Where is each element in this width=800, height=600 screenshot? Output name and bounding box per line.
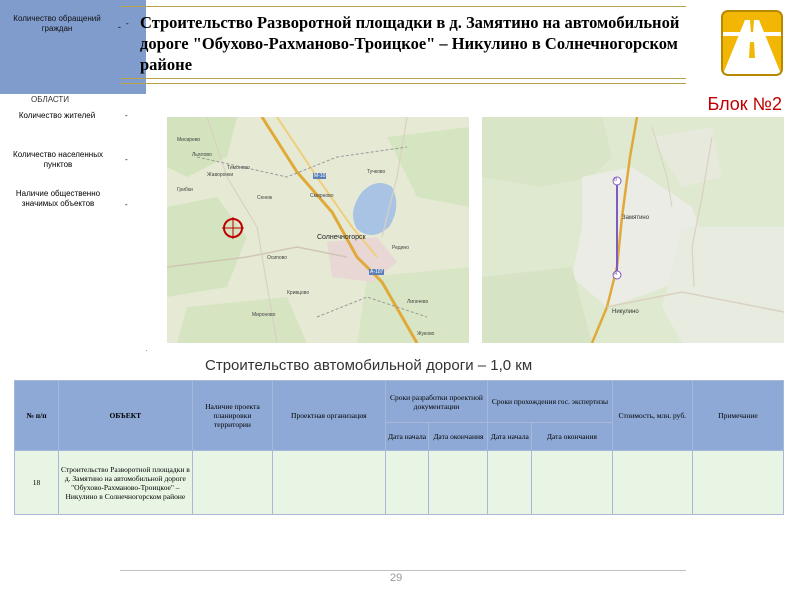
header-top-line bbox=[120, 6, 686, 7]
page-number: 29 bbox=[390, 572, 403, 584]
th-note: Примечание bbox=[692, 381, 783, 451]
cell-end-2 bbox=[532, 451, 612, 515]
map-left-label-6: Сенеж bbox=[257, 195, 273, 201]
map-left-label-3: Жаворонки bbox=[207, 172, 234, 178]
cell-start-2 bbox=[488, 451, 532, 515]
map-left-graphic bbox=[167, 117, 469, 343]
map-left-label-11: Осипово bbox=[267, 255, 288, 261]
cell-org bbox=[273, 451, 385, 515]
cell-end-1 bbox=[429, 451, 488, 515]
th-exp: Сроки прохождения гос. экспертизы bbox=[488, 381, 612, 423]
th-num: № п/п bbox=[15, 381, 59, 451]
road-logo-icon bbox=[721, 10, 783, 76]
map-left[interactable] bbox=[167, 117, 469, 343]
map-right-point-b: В bbox=[614, 177, 618, 183]
map-right-point-a: А bbox=[614, 271, 618, 277]
map-left-label-4: Тимоново bbox=[227, 165, 250, 171]
cell-project bbox=[192, 451, 272, 515]
map-left-label-16: А-107 bbox=[370, 269, 384, 275]
map-right-label-zamyatino: Замятино bbox=[622, 215, 650, 221]
stat-value-public-objects: - bbox=[125, 200, 128, 209]
map-left-label-city: Солнечногорск bbox=[317, 234, 366, 241]
spacer bbox=[146, 350, 147, 351]
footer-line bbox=[120, 570, 686, 571]
cell-num: 18 bbox=[15, 451, 59, 515]
map-left-label-15: М-10 bbox=[314, 173, 326, 179]
cell-object: Строительство Разворотной площадки в д. Замятино на автомобильной дороге "Обухово-Рахманово-Троицкое" – Никулино в Солнечногорском районе bbox=[58, 451, 192, 515]
th-start-2: Дата начала bbox=[488, 423, 532, 451]
th-object: ОБЪЕКТ bbox=[58, 381, 192, 451]
header-dash: - bbox=[118, 22, 121, 32]
projects-table bbox=[14, 380, 784, 515]
cell-cost bbox=[612, 451, 692, 515]
map-left-label-8: Смирново bbox=[310, 193, 334, 199]
map-left-label-13: Мироново bbox=[252, 312, 276, 318]
stat-label-public-objects: Наличие общественно значимых объектов bbox=[15, 189, 101, 208]
map-left-label-14: Жуково bbox=[417, 331, 435, 337]
block-label: Блок №2 bbox=[707, 94, 782, 114]
stat-value-residents: - bbox=[125, 111, 128, 120]
th-cost: Стоимость, млн. руб. bbox=[612, 381, 692, 451]
stat-value-appeals: - bbox=[126, 19, 129, 28]
header-line-2 bbox=[120, 83, 686, 84]
header-line-1 bbox=[120, 78, 686, 79]
stat-value-settlements: - bbox=[125, 155, 128, 164]
th-org: Проектная организация bbox=[273, 381, 385, 451]
th-project: Наличие проекта планировки территории bbox=[192, 381, 272, 451]
road-caption: Строительство автомобильной дороги – 1,0 км bbox=[205, 357, 533, 374]
map-right-label-nikulino: Никулино bbox=[612, 309, 639, 315]
page-title: Строительство Разворотной площадки в д. Замятино на автомобильной дороге "Обухово-Рахманово-Троицкое" – Никулино в Солнечногорском районе bbox=[140, 13, 680, 74]
table-row bbox=[15, 451, 784, 515]
map-left-label-10: Редино bbox=[392, 245, 410, 251]
map-left-label-12: Кривцово bbox=[287, 290, 310, 296]
map-left-label-1: Мисирево bbox=[177, 137, 201, 143]
stat-label-appeals: Количество обращений граждан bbox=[13, 14, 101, 33]
cell-start-1 bbox=[385, 451, 429, 515]
map-left-label-2: Льялово bbox=[192, 152, 212, 158]
stat-label-residents: Количество жителей bbox=[18, 111, 96, 120]
map-right[interactable] bbox=[482, 117, 784, 343]
map-left-label-5: Грибки bbox=[177, 187, 193, 193]
stat-label-settlements: Количество населенных пунктов bbox=[13, 150, 103, 169]
th-dev: Сроки разработки проектной документации bbox=[385, 381, 488, 423]
th-end-1: Дата окончания bbox=[429, 423, 488, 451]
th-start-1: Дата начала bbox=[385, 423, 429, 451]
th-end-2: Дата окончания bbox=[532, 423, 612, 451]
map-left-label-7: Тучково bbox=[367, 169, 386, 175]
stat-label-region: ОБЛАСТИ bbox=[30, 95, 70, 104]
cell-note bbox=[692, 451, 783, 515]
map-left-label-17: Лигачево bbox=[407, 299, 429, 305]
